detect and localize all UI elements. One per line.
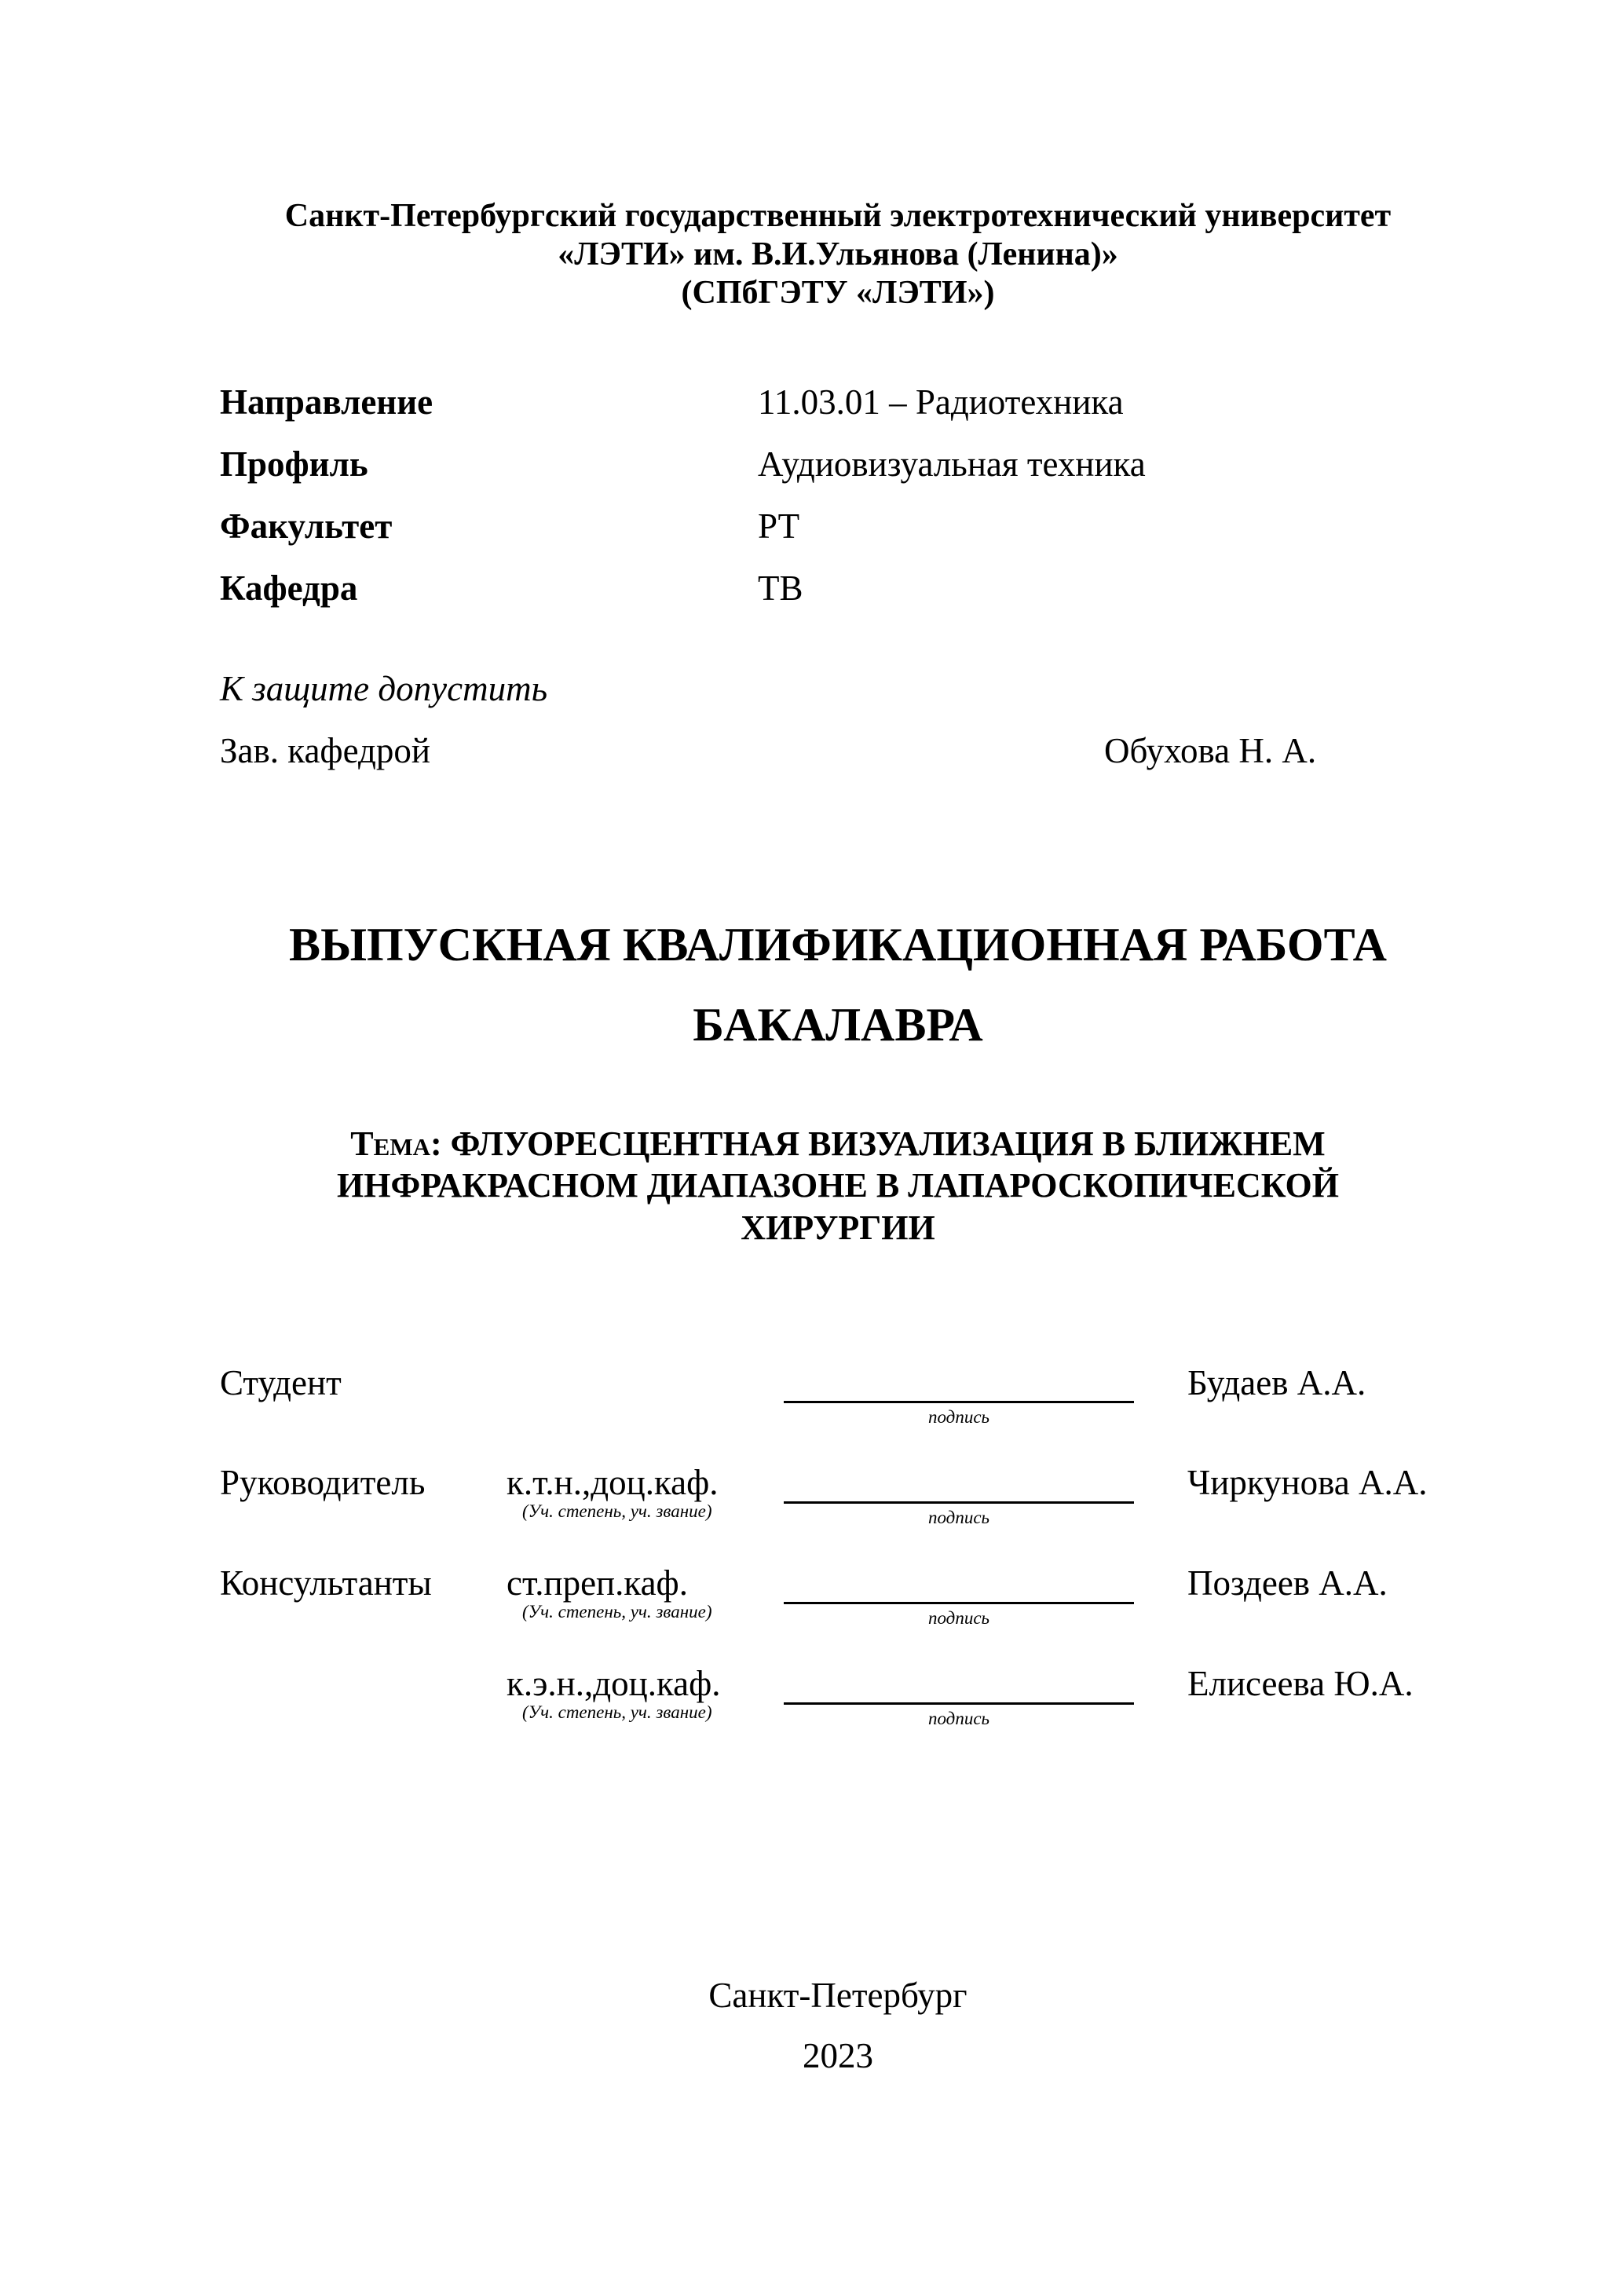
topic-line-2: ИНФРАКРАСНОМ ДИАПАЗОНЕ В ЛАПАРОСКОПИЧЕСКОЙ <box>337 1166 1339 1205</box>
signature-degree: к.т.н.,доц.каф. <box>507 1463 719 1502</box>
info-label-direction: Направление <box>220 382 433 422</box>
title-line-1: ВЫПУСКНАЯ КВАЛИФИКАЦИОННАЯ РАБОТА <box>289 919 1387 971</box>
topic-text-1: ФЛУОРЕСЦЕНТНАЯ ВИЗУАЛИЗАЦИЯ В БЛИЖНЕМ <box>450 1124 1326 1163</box>
signature-name: Елисеева Ю.А. <box>1187 1664 1414 1703</box>
signature-role: Студент <box>220 1363 342 1402</box>
approval-caption: К защите допустить <box>220 669 548 708</box>
topic-line-3: ХИРУРГИИ <box>741 1208 935 1247</box>
degree-hint: (Уч. степень, уч. звание) <box>522 1602 712 1621</box>
signature-line <box>784 1602 1134 1604</box>
approval-role: Зав. кафедрой <box>220 731 430 770</box>
signature-name: Будаев А.А. <box>1187 1363 1366 1402</box>
info-label-faculty: Факультет <box>220 506 393 546</box>
signature-role: Руководитель <box>220 1463 426 1502</box>
info-value-department: ТВ <box>758 569 803 608</box>
university-subname: «ЛЭТИ» им. В.И.Ульянова (Ленина)» <box>558 236 1118 272</box>
topic-line-1 <box>0 1124 1624 1163</box>
info-label-department: Кафедра <box>220 569 358 608</box>
university-name: Санкт-Петербургский государственный электротехнический университет <box>284 198 1392 234</box>
signature-hint: подпись <box>927 1709 989 1728</box>
signature-degree: ст.преп.каф. <box>507 1563 688 1603</box>
info-value-profile: Аудиовизуальная техника <box>758 444 1146 484</box>
signature-line <box>784 1501 1134 1504</box>
university-abbr: (СПбГЭТУ «ЛЭТИ») <box>681 275 995 311</box>
title-line-2: БАКАЛАВРА <box>693 999 983 1051</box>
info-value-direction: 11.03.01 – Радиотехника <box>758 382 1124 422</box>
signature-hint: подпись <box>927 1608 989 1628</box>
footer-city: Санкт-Петербург <box>708 1976 967 2015</box>
info-value-faculty: РТ <box>758 506 800 546</box>
footer-year: 2023 <box>803 2036 873 2075</box>
degree-hint: (Уч. степень, уч. звание) <box>522 1702 712 1722</box>
signature-name: Чиркунова А.А. <box>1187 1463 1428 1502</box>
topic-prefix: Тема: <box>350 1124 442 1163</box>
signature-line <box>784 1702 1134 1705</box>
signature-hint: подпись <box>927 1508 989 1527</box>
signature-role: Консультанты <box>220 1563 432 1603</box>
signature-degree: к.э.н.,доц.каф. <box>507 1664 721 1703</box>
signature-hint: подпись <box>927 1407 989 1427</box>
degree-hint: (Уч. степень, уч. звание) <box>522 1501 712 1521</box>
approval-name: Обухова Н. А. <box>1104 731 1317 770</box>
signature-line <box>784 1401 1134 1403</box>
info-label-profile: Профиль <box>220 444 368 484</box>
signature-name: Поздеев А.А. <box>1187 1563 1388 1603</box>
